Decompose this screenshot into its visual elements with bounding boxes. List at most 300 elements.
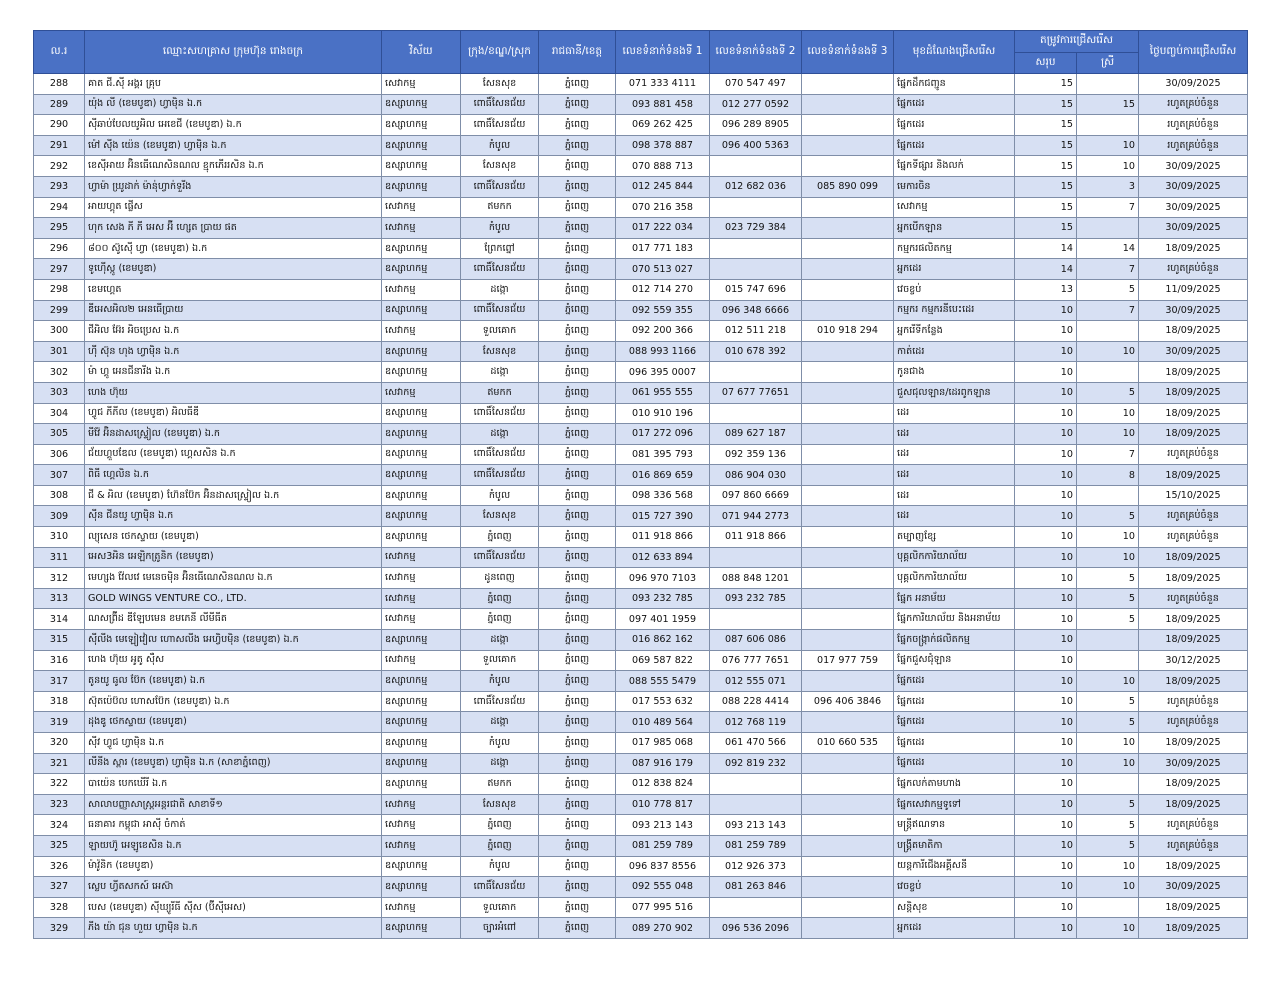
cell-phone2: 096 348 6666 (710, 300, 802, 321)
cell-phone2: 076 777 7651 (710, 650, 802, 671)
cell-position: ដេរ (894, 506, 1015, 527)
cell-female: 7 (1077, 300, 1139, 321)
cell-total: 10 (1015, 362, 1077, 383)
cell-position: មន្ត្រីឥណទាន (894, 815, 1015, 836)
cell-district: សែនសុខ (461, 794, 539, 815)
cell-phone3: 010 660 535 (802, 733, 894, 754)
cell-position: ផ្នែកដេរ (894, 733, 1015, 754)
cell-phone1: 011 918 866 (616, 527, 710, 548)
cell-company: ទូហ៊ើស្កូ (ខេមបូឌា) (85, 259, 382, 280)
cell-female (1077, 650, 1139, 671)
cell-province: ភ្នំពេញ (539, 94, 616, 115)
cell-phone1: 081 395 793 (616, 444, 710, 465)
table-row (34, 815, 1248, 836)
cell-position: ផ្នែកដេរ (894, 753, 1015, 774)
table-row (34, 794, 1248, 815)
cell-sector: ឧស្សាហកម្ម (382, 424, 461, 445)
cell-female: 7 (1077, 259, 1139, 280)
header-recruit-group: តម្រូវការជ្រើសរើស (1015, 31, 1139, 53)
table-row (34, 279, 1248, 300)
cell-no: 300 (34, 321, 85, 342)
cell-no: 289 (34, 94, 85, 115)
cell-phone1: 098 378 887 (616, 135, 710, 156)
table-row (34, 465, 1248, 486)
cell-deadline: រហូតគ្រប់ចំនួន (1139, 815, 1248, 836)
cell-no: 322 (34, 774, 85, 795)
cell-district: ពោធិ៍សែនជ័យ (461, 94, 539, 115)
cell-district: ពោធិ៍សែនជ័យ (461, 176, 539, 197)
cell-company: ភីង យ៉ា ជុន ហួយ ហ្វាម៉ិន ឯ.ក (85, 918, 382, 939)
cell-district: ពោធិ៍សែនជ័យ (461, 403, 539, 424)
cell-no: 306 (34, 444, 85, 465)
cell-female (1077, 362, 1139, 383)
table-row (34, 630, 1248, 651)
cell-sector: ឧស្សាហកម្ម (382, 341, 461, 362)
header-no: ល.រ (34, 31, 85, 74)
cell-phone3: 096 406 3846 (802, 691, 894, 712)
cell-company: ហ៊ី ស៊ុន ហុង ហ្វាម៉ិន ឯ.ក (85, 341, 382, 362)
cell-position: ដេរ (894, 485, 1015, 506)
table-row (34, 588, 1248, 609)
cell-district: ដង្កោ (461, 424, 539, 445)
cell-company: បេស (ខេមបូឌា) ស៊ីឃ្យូរីធី ស៊ីស (ប៊ីស៊ីអេស) (85, 897, 382, 918)
cell-total: 10 (1015, 794, 1077, 815)
cell-district: សែនសុខ (461, 506, 539, 527)
cell-deadline: 18/09/2025 (1139, 774, 1248, 795)
cell-phone3 (802, 382, 894, 403)
cell-province: ភ្នំពេញ (539, 74, 616, 95)
cell-phone2: 012 555 071 (710, 671, 802, 692)
cell-province: ភ្នំពេញ (539, 691, 616, 712)
cell-company: ខេស៊ីអាយ អ៊ិនធើណេសិនណល ខ្មុកភើររសិន ឯ.ក (85, 156, 382, 177)
cell-deadline: រហូតគ្រប់ចំនួន (1139, 835, 1248, 856)
cell-phone2: 012 926 373 (710, 856, 802, 877)
cell-phone3 (802, 259, 894, 280)
cell-phone3 (802, 74, 894, 95)
cell-total: 15 (1015, 197, 1077, 218)
cell-total: 10 (1015, 547, 1077, 568)
table-row (34, 403, 1248, 424)
cell-no: 296 (34, 238, 85, 259)
header-district: ក្រុង/ខណ្ឌ/ស្រុក (461, 31, 539, 74)
cell-sector: សេវាកម្ម (382, 897, 461, 918)
cell-sector: ឧស្សាហកម្ម (382, 156, 461, 177)
cell-phone2 (710, 238, 802, 259)
cell-position: ផ្នែកដេរ (894, 671, 1015, 692)
cell-deadline: 18/09/2025 (1139, 465, 1248, 486)
cell-phone1: 017 553 632 (616, 691, 710, 712)
cell-province: ភ្នំពេញ (539, 403, 616, 424)
cell-total: 10 (1015, 382, 1077, 403)
table-row (34, 115, 1248, 136)
cell-district: ភ្នំពេញ (461, 609, 539, 630)
cell-no: 307 (34, 465, 85, 486)
cell-phone1: 098 336 568 (616, 485, 710, 506)
table-row (34, 382, 1248, 403)
cell-phone1: 092 559 355 (616, 300, 710, 321)
cell-deadline: 18/09/2025 (1139, 671, 1248, 692)
cell-district: កំបូល (461, 135, 539, 156)
cell-deadline: 18/09/2025 (1139, 794, 1248, 815)
cell-district: កំបូល (461, 485, 539, 506)
cell-phone2 (710, 197, 802, 218)
cell-deadline: 18/09/2025 (1139, 609, 1248, 630)
cell-district: ពោធិ៍សែនជ័យ (461, 259, 539, 280)
cell-deadline: 18/09/2025 (1139, 424, 1248, 445)
cell-deadline: 30/09/2025 (1139, 197, 1248, 218)
cell-sector: ឧស្សាហកម្ម (382, 465, 461, 486)
cell-total: 10 (1015, 630, 1077, 651)
cell-position: សន្តិសុខ (894, 897, 1015, 918)
table-row (34, 774, 1248, 795)
table-row (34, 176, 1248, 197)
cell-phone2: 012 768 119 (710, 712, 802, 733)
cell-total: 10 (1015, 712, 1077, 733)
table-row (34, 321, 1248, 342)
cell-province: ភ្នំពេញ (539, 465, 616, 486)
cell-total: 15 (1015, 94, 1077, 115)
cell-phone3 (802, 424, 894, 445)
cell-province: ភ្នំពេញ (539, 115, 616, 136)
cell-no: 318 (34, 691, 85, 712)
cell-district: ដង្កោ (461, 753, 539, 774)
cell-position: មេការចិន (894, 176, 1015, 197)
cell-phone1: 088 555 5479 (616, 671, 710, 692)
cell-phone1: 093 213 143 (616, 815, 710, 836)
cell-deadline: រហូតគ្រប់ចំនួន (1139, 712, 1248, 733)
cell-deadline: រហូតគ្រប់ចំនួន (1139, 444, 1248, 465)
table-row (34, 753, 1248, 774)
cell-province: ភ្នំពេញ (539, 856, 616, 877)
cell-company: ហេង ហ៊ុយ (85, 382, 382, 403)
cell-district: ដង្កោ (461, 712, 539, 733)
cell-company: ស្លេប ហ្វីតសកស៍ អេស៊ា (85, 877, 382, 898)
cell-phone1: 071 333 4111 (616, 74, 710, 95)
cell-deadline: 18/09/2025 (1139, 897, 1248, 918)
cell-phone3 (802, 794, 894, 815)
cell-phone1: 070 216 358 (616, 197, 710, 218)
cell-company: លីនីង ស្ពារ (ខេមបូឌា) ហ្វាម៉ិន ឯ.ក (សាខាភ្នំពេញ) (85, 753, 382, 774)
cell-company: ស៊ីលីង មេឡៀវៀល ហោសលីង អេហ្វិបម៉ិន (ខេមបូឌា) ឯ.ក (85, 630, 382, 651)
cell-female: 10 (1077, 918, 1139, 939)
header-phone1: លេខទំនាក់ទំនងទី 1 (616, 31, 710, 74)
cell-total: 10 (1015, 321, 1077, 342)
cell-phone1: 010 489 564 (616, 712, 710, 733)
cell-phone2: 096 536 2096 (710, 918, 802, 939)
cell-sector: សេវាកម្ម (382, 794, 461, 815)
cell-female: 5 (1077, 588, 1139, 609)
cell-phone2: 012 277 0592 (710, 94, 802, 115)
table-row (34, 444, 1248, 465)
cell-company: GOLD WINGS VENTURE CO., LTD. (85, 588, 382, 609)
cell-no: 319 (34, 712, 85, 733)
cell-position: កូនជាង (894, 362, 1015, 383)
cell-sector: ឧស្សាហកម្ម (382, 444, 461, 465)
cell-district: ដង្កោ (461, 362, 539, 383)
cell-phone1: 096 837 8556 (616, 856, 710, 877)
cell-company: ឡាយហ៊ូ អេឡូខេសិន ឯ.ក (85, 835, 382, 856)
cell-sector: ឧស្សាហកម្ម (382, 630, 461, 651)
cell-deadline: 18/09/2025 (1139, 856, 1248, 877)
table-row (34, 135, 1248, 156)
cell-total: 10 (1015, 650, 1077, 671)
cell-female: 10 (1077, 424, 1139, 445)
cell-district: កំបូល (461, 856, 539, 877)
cell-phone2: 061 470 566 (710, 733, 802, 754)
cell-position: ដេរ (894, 424, 1015, 445)
cell-sector: ឧស្សាហកម្ម (382, 753, 461, 774)
cell-phone3 (802, 918, 894, 939)
cell-position: យន្តការីជើងអគ្គីសនី (894, 856, 1015, 877)
table-row (34, 238, 1248, 259)
cell-district: ពោធិ៍សែនជ័យ (461, 444, 539, 465)
cell-province: ភ្នំពេញ (539, 444, 616, 465)
cell-sector: សេវាកម្ម (382, 382, 461, 403)
cell-sector: ឧស្សាហកម្ម (382, 362, 461, 383)
cell-district: សែនសុខ (461, 74, 539, 95)
cell-female: 5 (1077, 279, 1139, 300)
cell-no: 311 (34, 547, 85, 568)
cell-company: ធនាគារ កម្ពុជា អាស៊ី ចំកាត់ (85, 815, 382, 836)
cell-deadline: 18/09/2025 (1139, 403, 1248, 424)
cell-company: ម៉ៅ ស៊ីង យ៉េន (ខេមបូឌា) ហ្វាម៉ិន ឯ.ក (85, 135, 382, 156)
cell-position: ផ្នែកដេរ (894, 115, 1015, 136)
cell-total: 14 (1015, 238, 1077, 259)
cell-phone3 (802, 135, 894, 156)
cell-sector: ឧស្សាហកម្ម (382, 733, 461, 754)
cell-sector: ឧស្សាហកម្ម (382, 300, 461, 321)
cell-no: 298 (34, 279, 85, 300)
cell-no: 323 (34, 794, 85, 815)
cell-province: ភ្នំពេញ (539, 238, 616, 259)
cell-total: 10 (1015, 465, 1077, 486)
cell-total: 14 (1015, 259, 1077, 280)
cell-position: ផ្នែកលក់តាមហាង (894, 774, 1015, 795)
cell-deadline: 11/09/2025 (1139, 279, 1248, 300)
cell-position: ផ្នែកដេរ (894, 691, 1015, 712)
cell-phone1: 088 993 1166 (616, 341, 710, 362)
cell-no: 313 (34, 588, 85, 609)
cell-sector: សេវាកម្ម (382, 74, 461, 95)
cell-province: ភ្នំពេញ (539, 506, 616, 527)
cell-no: 292 (34, 156, 85, 177)
cell-phone2: 093 213 143 (710, 815, 802, 836)
cell-position: ផ្នែកដឹកជញ្ជូន (894, 74, 1015, 95)
cell-phone2: 096 289 8905 (710, 115, 802, 136)
cell-phone2 (710, 259, 802, 280)
cell-total: 15 (1015, 135, 1077, 156)
cell-phone3 (802, 630, 894, 651)
table-row (34, 835, 1248, 856)
cell-total: 10 (1015, 691, 1077, 712)
cell-female: 5 (1077, 712, 1139, 733)
cell-total: 15 (1015, 74, 1077, 95)
cell-sector: សេវាកម្ម (382, 650, 461, 671)
table-row (34, 341, 1248, 362)
table-row (34, 918, 1248, 939)
cell-district: ព្រែកព្នៅ (461, 238, 539, 259)
cell-district: ពោធិ៍សែនជ័យ (461, 691, 539, 712)
cell-deadline: រហូតគ្រប់ចំនួន (1139, 94, 1248, 115)
cell-position: បុគ្គលិកការិយាល័យ (894, 568, 1015, 589)
cell-province: ភ្នំពេញ (539, 424, 616, 445)
cell-phone3 (802, 238, 894, 259)
cell-company: មេហ្សង វ៉ែលវេ មេនេចម៉ិន អ៊ិនធើណេសិនណល ឯ.ក (85, 568, 382, 589)
cell-province: ភ្នំពេញ (539, 197, 616, 218)
cell-phone1: 087 916 179 (616, 753, 710, 774)
cell-district: ដង្កោ (461, 279, 539, 300)
cell-position: ផ្នែកការិយាល័យ និងអនាម័យ (894, 609, 1015, 630)
cell-total: 10 (1015, 341, 1077, 362)
cell-no: 324 (34, 815, 85, 836)
cell-phone2 (710, 774, 802, 795)
cell-deadline: 18/09/2025 (1139, 547, 1248, 568)
cell-deadline: 30/09/2025 (1139, 877, 1248, 898)
cell-deadline: 18/09/2025 (1139, 918, 1248, 939)
cell-deadline: 30/09/2025 (1139, 753, 1248, 774)
cell-female (1077, 774, 1139, 795)
cell-no: 312 (34, 568, 85, 589)
cell-phone2: 092 819 232 (710, 753, 802, 774)
cell-province: ភ្នំពេញ (539, 815, 616, 836)
cell-phone3 (802, 753, 894, 774)
cell-province: ភ្នំពេញ (539, 588, 616, 609)
cell-province: ភ្នំពេញ (539, 877, 616, 898)
cell-company: ខេមហ្គេត (85, 279, 382, 300)
cell-sector: សេវាកម្ម (382, 835, 461, 856)
cell-female: 5 (1077, 568, 1139, 589)
cell-sector: ឧស្សាហកម្ម (382, 259, 461, 280)
cell-deadline: 30/09/2025 (1139, 341, 1248, 362)
cell-phone2: 088 848 1201 (710, 568, 802, 589)
cell-total: 15 (1015, 115, 1077, 136)
cell-province: ភ្នំពេញ (539, 774, 616, 795)
cell-phone3 (802, 671, 894, 692)
cell-sector: ឧស្សាហកម្ម (382, 238, 461, 259)
cell-phone2: 07 677 77651 (710, 382, 802, 403)
cell-company: ហ្វូជ ភីភីល (ខេមបូឌា) អិលធីឌី (85, 403, 382, 424)
cell-phone1: 010 910 196 (616, 403, 710, 424)
cell-total: 13 (1015, 279, 1077, 300)
table-row (34, 74, 1248, 95)
cell-phone2: 087 606 086 (710, 630, 802, 651)
cell-no: 303 (34, 382, 85, 403)
cell-phone3: 085 890 099 (802, 176, 894, 197)
cell-district: ភ្នំពេញ (461, 815, 539, 836)
cell-phone2 (710, 609, 802, 630)
cell-female (1077, 74, 1139, 95)
cell-district: សែនសុខ (461, 156, 539, 177)
cell-phone3 (802, 712, 894, 733)
cell-phone1: 069 262 425 (616, 115, 710, 136)
cell-province: ភ្នំពេញ (539, 835, 616, 856)
cell-phone3 (802, 156, 894, 177)
cell-no: 294 (34, 197, 85, 218)
cell-phone3 (802, 465, 894, 486)
cell-female: 5 (1077, 506, 1139, 527)
cell-sector: ឧស្សាហកម្ម (382, 115, 461, 136)
cell-total: 10 (1015, 774, 1077, 795)
cell-female: 10 (1077, 156, 1139, 177)
cell-phone3 (802, 506, 894, 527)
header-female: ស្រី (1077, 53, 1139, 74)
cell-district: កំបូល (461, 733, 539, 754)
header-deadline: ថ្ងៃបញ្ចប់ការជ្រើសរើស (1139, 31, 1248, 74)
cell-company: ជីអិល អ៊ែរ អិចប្រេស ឯ.ក (85, 321, 382, 342)
cell-phone3 (802, 856, 894, 877)
cell-province: ភ្នំពេញ (539, 485, 616, 506)
cell-sector: ឧស្សាហកម្ម (382, 506, 461, 527)
cell-sector: ឧស្សាហកម្ម (382, 671, 461, 692)
cell-province: ភ្នំពេញ (539, 918, 616, 939)
cell-company: ដុងឌូ ថេកស្ទាយ (ខេមបូឌា) (85, 712, 382, 733)
cell-company: ស៊ុតប៉េប៊ល ហោសប៊ែក (ខេមបូឌា) ឯ.ក (85, 691, 382, 712)
cell-phone1: 015 727 390 (616, 506, 710, 527)
cell-district: ភ្នំពេញ (461, 835, 539, 856)
cell-phone2: 070 547 497 (710, 74, 802, 95)
cell-district: ពោធិ៍សែនជ័យ (461, 547, 539, 568)
cell-sector: ឧស្សាហកម្ម (382, 527, 461, 548)
cell-no: 288 (34, 74, 85, 95)
cell-female: 5 (1077, 815, 1139, 836)
cell-phone1: 093 232 785 (616, 588, 710, 609)
cell-company: ស៊ីវ ហ្វូជ ហ្វាម៉ិន ឯ.ក (85, 733, 382, 754)
table-row (34, 877, 1248, 898)
cell-phone3 (802, 568, 894, 589)
cell-total: 15 (1015, 176, 1077, 197)
cell-phone2: 092 359 136 (710, 444, 802, 465)
table-row (34, 218, 1248, 239)
cell-position: សេវាកម្ម (894, 197, 1015, 218)
cell-phone3 (802, 403, 894, 424)
cell-deadline: 30/09/2025 (1139, 300, 1248, 321)
cell-female (1077, 630, 1139, 651)
cell-deadline: 30/09/2025 (1139, 218, 1248, 239)
cell-district: ទួលគោក (461, 650, 539, 671)
cell-no: 293 (34, 176, 85, 197)
cell-company: បាយ៉េន បេកឃើរី ឯ.ក (85, 774, 382, 795)
cell-no: 326 (34, 856, 85, 877)
cell-company: ម៉ា ហ្គូ អេនជីនារីង ឯ.ក (85, 362, 382, 383)
cell-no: 291 (34, 135, 85, 156)
table-row (34, 197, 1248, 218)
cell-phone1: 070 888 713 (616, 156, 710, 177)
cell-position: អ្នកដេរ (894, 918, 1015, 939)
cell-phone3 (802, 94, 894, 115)
cell-deadline: 18/09/2025 (1139, 630, 1248, 651)
cell-phone3 (802, 877, 894, 898)
cell-sector: ឧស្សាហកម្ម (382, 176, 461, 197)
cell-province: ភ្នំពេញ (539, 135, 616, 156)
cell-no: 304 (34, 403, 85, 424)
cell-total: 10 (1015, 424, 1077, 445)
cell-phone1: 081 259 789 (616, 835, 710, 856)
cell-no: 316 (34, 650, 85, 671)
cell-no: 328 (34, 897, 85, 918)
cell-phone1: 089 270 902 (616, 918, 710, 939)
cell-province: ភ្នំពេញ (539, 279, 616, 300)
cell-phone2: 096 400 5363 (710, 135, 802, 156)
cell-company: ស៊ីន ជីនយូ ហ្វាម៉ិន ឯ.ក (85, 506, 382, 527)
cell-phone3 (802, 362, 894, 383)
cell-no: 308 (34, 485, 85, 506)
cell-company: អេស3អិន អេឡិកត្រូនិក (ខេមបូឌា) (85, 547, 382, 568)
cell-phone1: 093 881 458 (616, 94, 710, 115)
cell-phone3 (802, 835, 894, 856)
cell-female (1077, 897, 1139, 918)
cell-position: បង្រ្គីតមាតិកា (894, 835, 1015, 856)
table-row (34, 691, 1248, 712)
